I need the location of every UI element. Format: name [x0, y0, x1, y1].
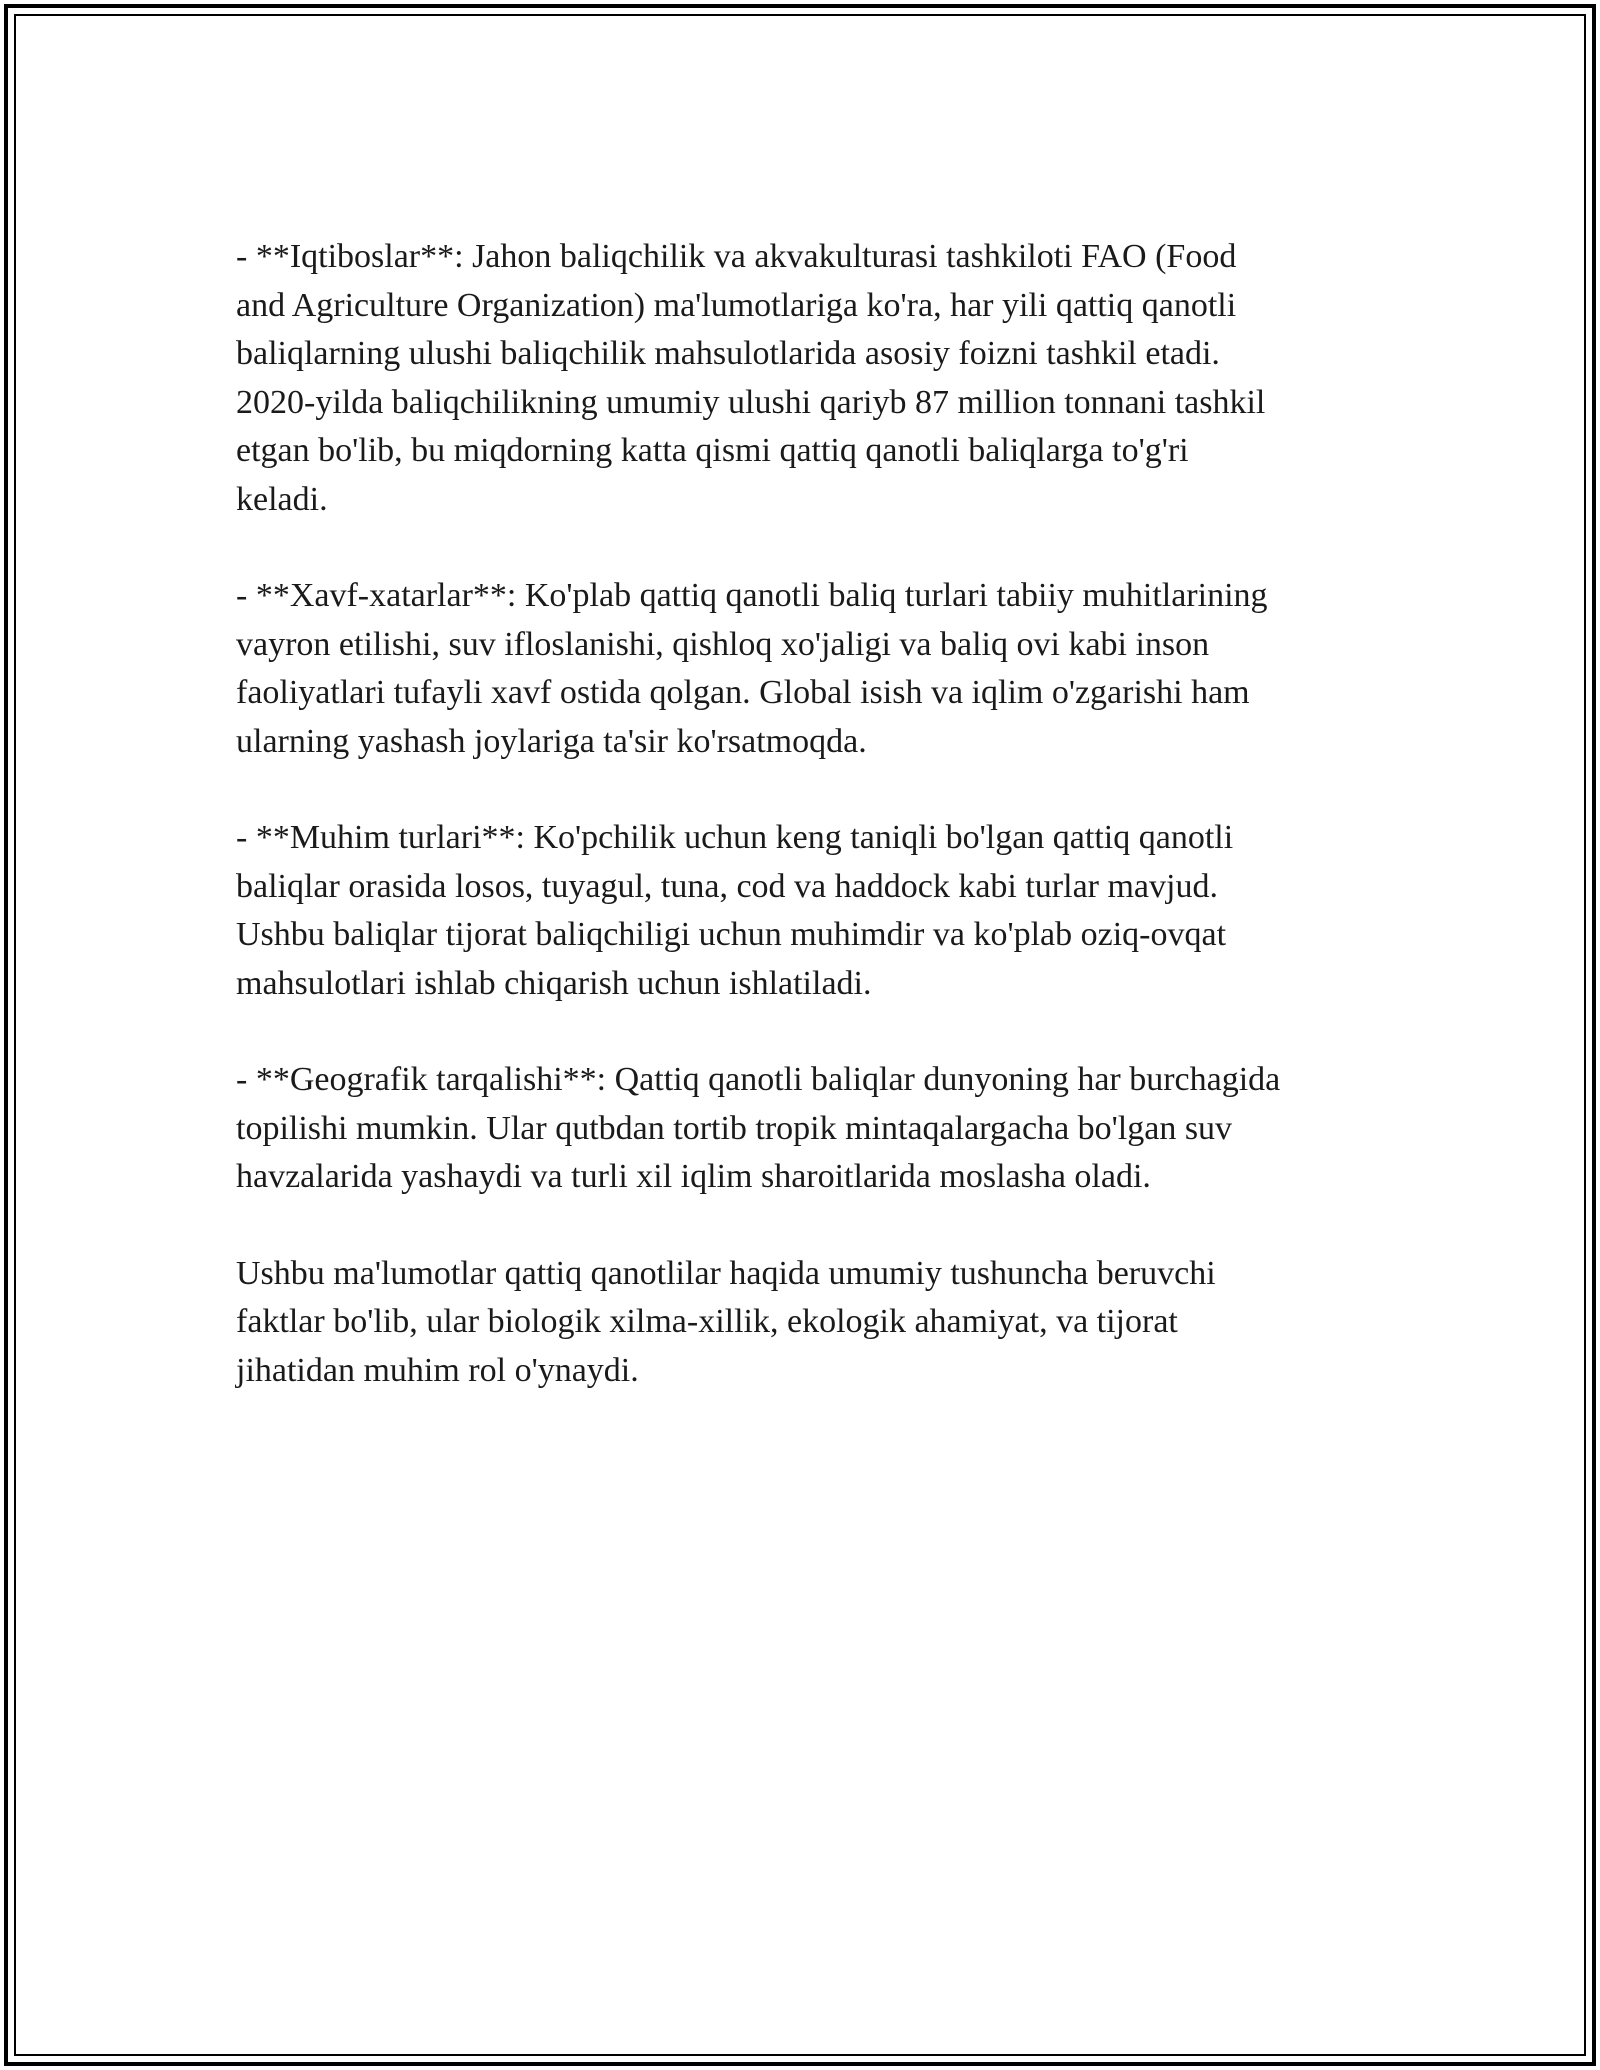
paragraph-conclusion: Ushbu ma'lumotlar qattiq qanotlilar haqida umumiy tushuncha beruvchi faktlar bo'lib, ular biologik xilma-xillik, ekologik ahamiyat, va tijorat jihatidan muhim rol o'ynaydi. — [236, 1254, 1216, 1389]
paragraph-iqtiboslar: - **Iqtiboslar**: Jahon baliqchilik va akvakulturasi tashkiloti FAO (Food and Agriculture Organization) ma'lumotlariga ko'ra, har yili qattiq qanotli baliqlarning ulushi baliqchilik mahsulotlarida asosiy foizni tashkil etadi. 2020-yilda baliqchilikning umumiy ulushi qariyb 87 million tonnani tashkil etgan bo'lib, bu miqdorning katta qismi qattiq qanotli baliqlarga to'g'ri keladi. — [236, 238, 1266, 518]
paragraph-xavf-xatarlar: - **Xavf-xatarlar**: Ko'plab qattiq qanotli baliq turlari tabiiy muhitlarining vayron etilishi, suv ifloslanishi, qishloq xo'jaligi va baliq ovi kabi inson faoliyatlari tufayli xavf ostida qolgan. Global isish va iqlim o'zgarishi ham ularning yashash joylariga ta'sir ko'rsatmoqda. — [236, 577, 1268, 760]
paragraph-geografik-tarqalishi: - **Geografik tarqalishi**: Qattiq qanotli baliqlar dunyoning har burchagida topilishi mumkin. Ular qutbdan tortib tropik mintaqalargacha bo'lgan suv havzalarida yashaydi va turli xil iqlim sharoitlarida moslasha oladi. — [236, 1061, 1281, 1195]
document-body — [236, 233, 1376, 1443]
paragraph-muhim-turlari: - **Muhim turlari**: Ko'pchilik uchun keng taniqli bo'lgan qattiq qanotli baliqlar orasida losos, tuyagul, tuna, cod va haddock kabi turlar mavjud. Ushbu baliqlar tijorat baliqchiligi uchun muhimdir va ko'plab oziq-ovqat mahsulotlari ishlab chiqarish uchun ishlatiladi. — [236, 819, 1234, 1002]
